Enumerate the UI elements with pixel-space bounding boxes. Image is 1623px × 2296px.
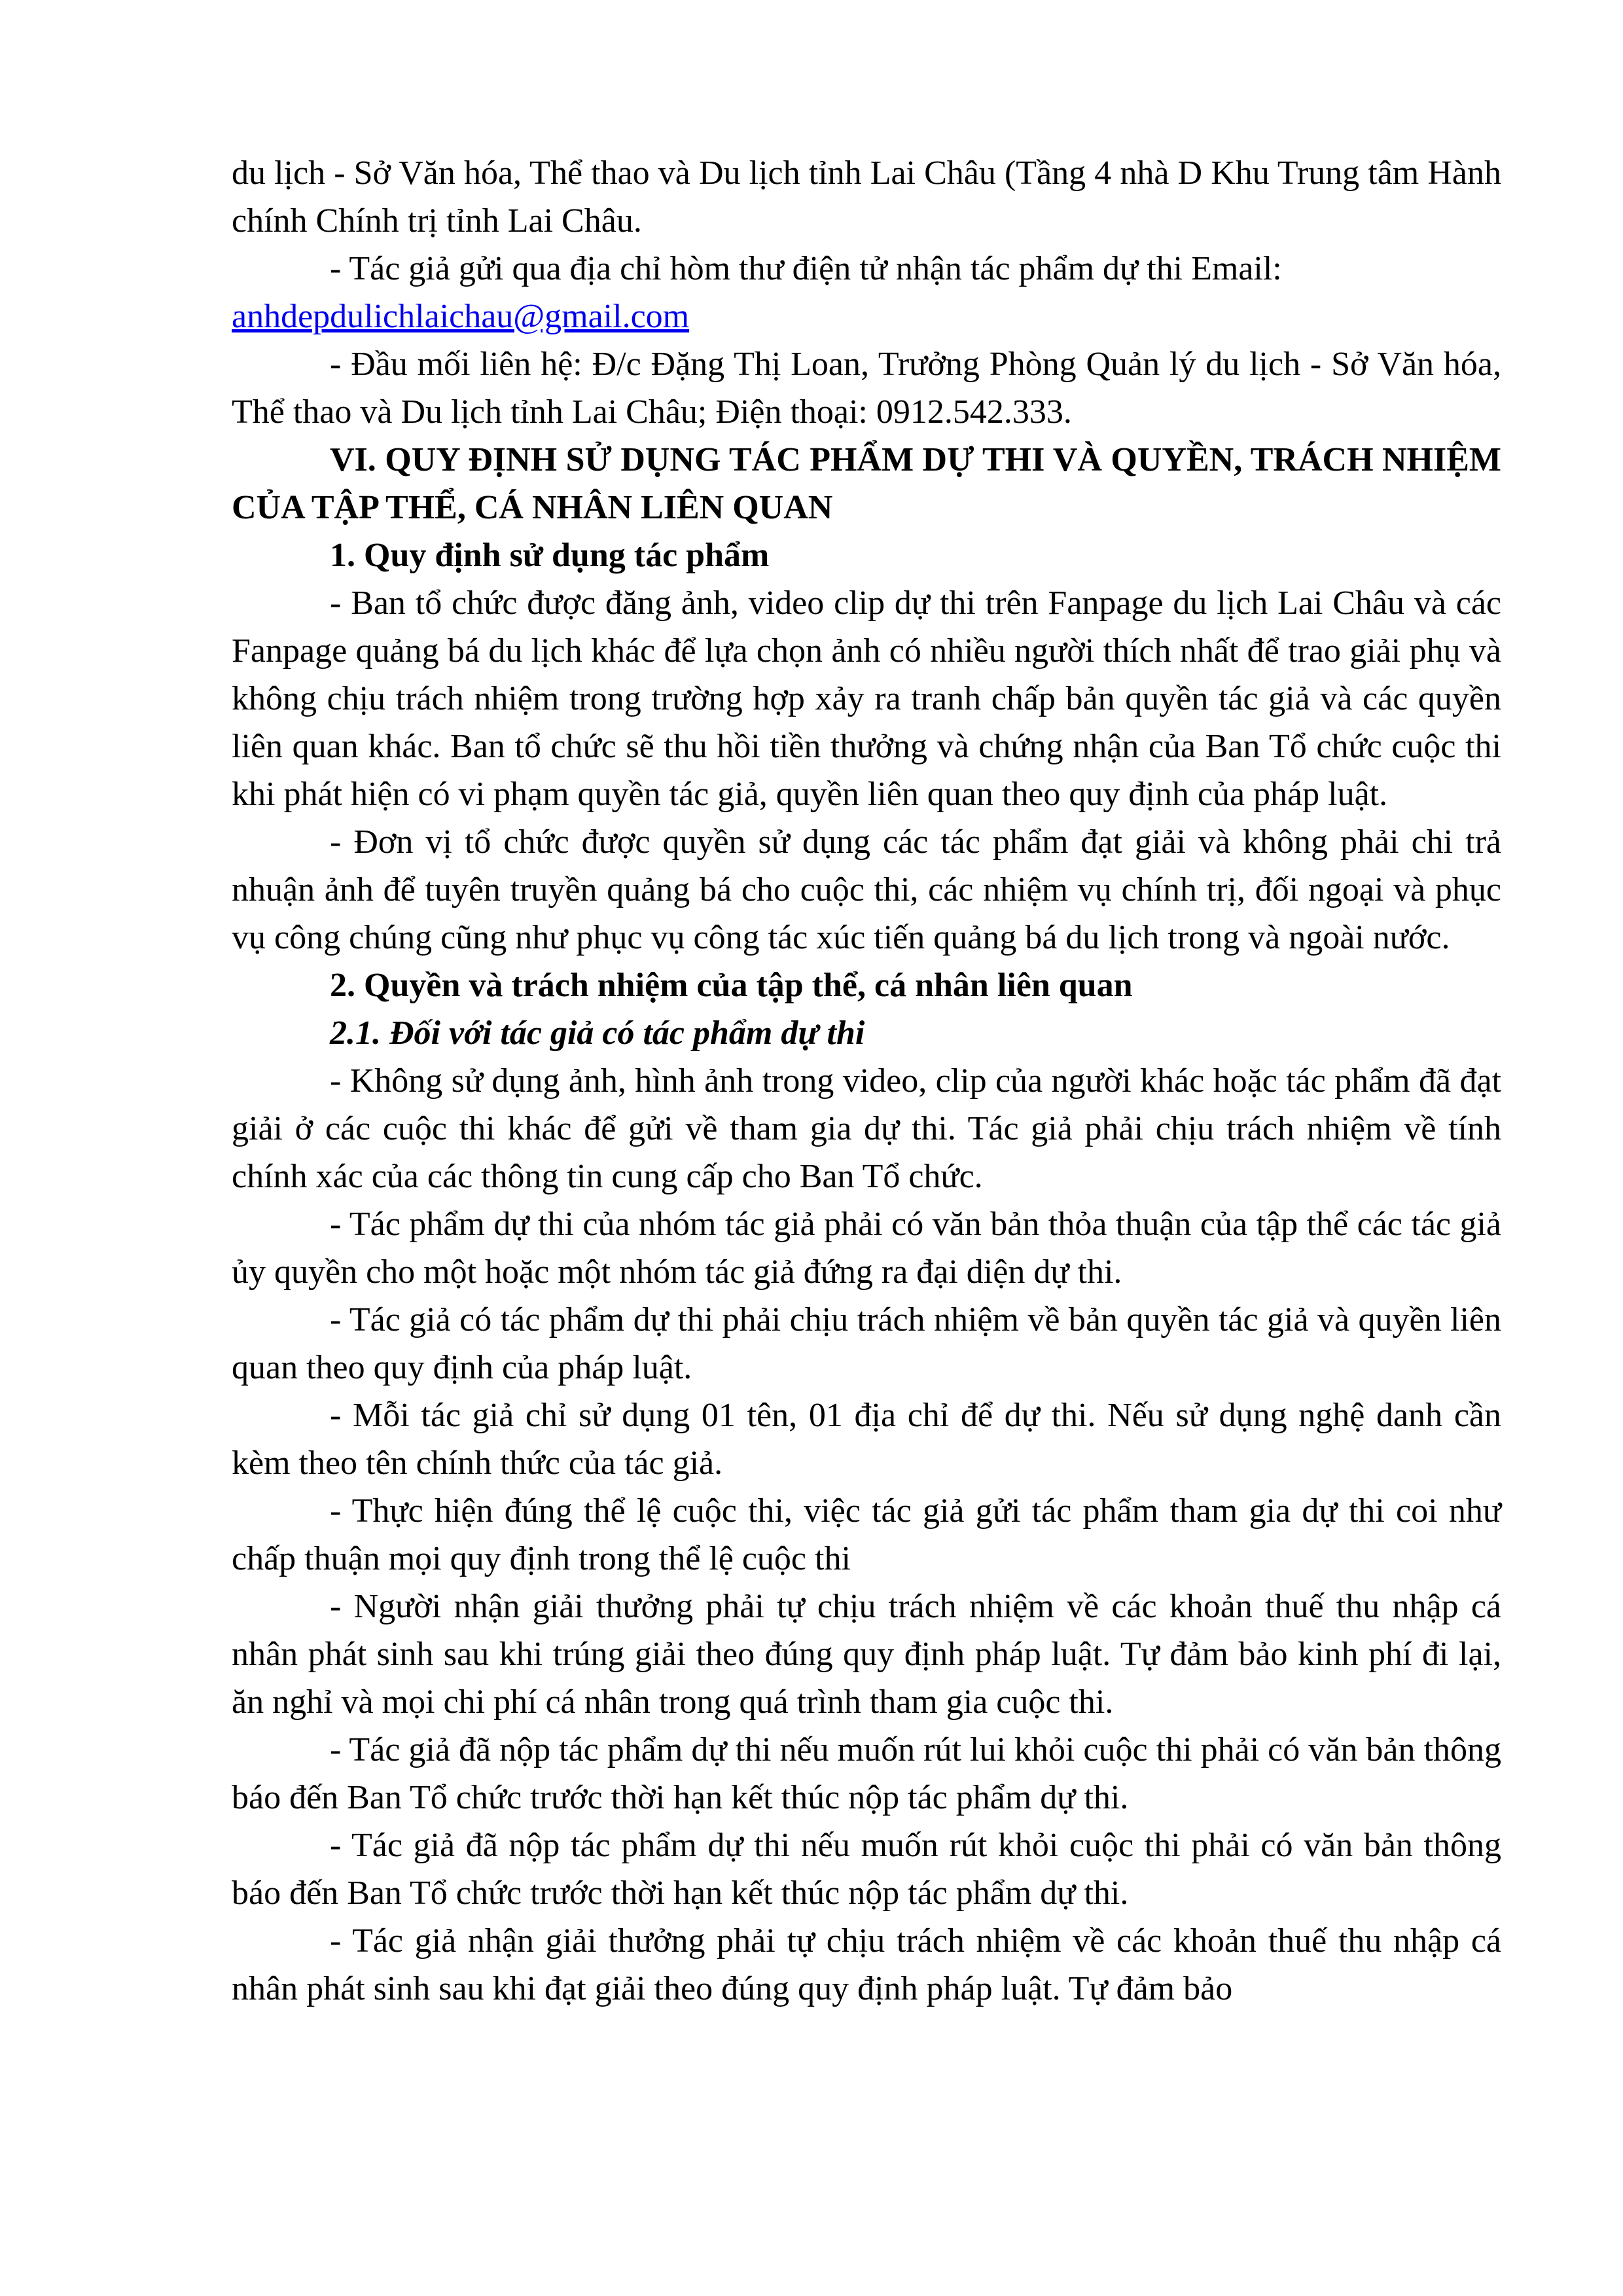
subsection-1-paragraph: - Ban tổ chức được đăng ảnh, video clip dự thi trên Fanpage du lịch Lai Châu và các Fanpage quảng bá du lịch khác để lựa chọn ảnh có nhiều người thích nhất để trao giải phụ và không chịu trách nhiệm trong trường hợp xảy ra tranh chấp bản quyền tác giả và các quyền liên quan khác. Ban tổ chức sẽ thu hồi tiền thưởng và chứng nhận của Ban Tổ chức cuộc thi khi phát hiện có vi phạm quyền tác giả, quyền liên quan theo quy định của pháp luật. xyxy=(232,584,1501,813)
author-rule-paragraph: - Mỗi tác giả chỉ sử dụng 01 tên, 01 địa chỉ để dự thi. Nếu sử dụng nghệ danh cần kèm theo tên chính thức của tác giả. xyxy=(232,1397,1501,1482)
email-link[interactable]: anhdepdulichlaichau@gmail.com xyxy=(232,298,690,335)
author-rule-paragraph: - Tác giả nhận giải thưởng phải tự chịu trách nhiệm về các khoản thuế thu nhập cá nhân phát sinh sau khi đạt giải theo đúng quy định pháp luật. Tự đảm bảo xyxy=(232,1922,1501,2007)
author-rule-paragraph: - Tác giả đã nộp tác phẩm dự thi nếu muốn rút lui khỏi cuộc thi phải có văn bản thông báo đến Ban Tổ chức trước thời hạn kết thúc nộp tác phẩm dự thi. xyxy=(232,1731,1501,1816)
subsection-1-title: 1. Quy định sử dụng tác phẩm xyxy=(330,537,770,574)
author-rule-paragraph: - Tác giả có tác phẩm dự thi phải chịu trách nhiệm về bản quyền tác giả và quyền liên quan theo quy định của pháp luật. xyxy=(232,1301,1501,1386)
author-rule-paragraph: - Người nhận giải thưởng phải tự chịu trách nhiệm về các khoản thuế thu nhập cá nhân phát sinh sau khi trúng giải theo đúng quy định pháp luật. Tự đảm bảo kinh phí đi lại, ăn nghỉ và mọi chi phí cá nhân trong quá trình tham gia cuộc thi. xyxy=(232,1588,1501,1721)
email-instruction-text: - Tác giả gửi qua địa chỉ hòm thư điện tử nhận tác phẩm dự thi Email: xyxy=(330,250,1282,287)
email-instruction xyxy=(232,245,1501,340)
document-page xyxy=(232,149,1501,2013)
contact-paragraph: - Đầu mối liên hệ: Đ/c Đặng Thị Loan, Trưởng Phòng Quản lý du lịch - Sở Văn hóa, Thể thao và Du lịch tỉnh Lai Châu; Điện thoại: 0912.542.333. xyxy=(232,346,1501,431)
subsection-2-1-title: 2.1. Đối với tác giả có tác phẩm dự thi xyxy=(330,1014,865,1052)
subsection-2-title: 2. Quyền và trách nhiệm của tập thể, cá nhân liên quan xyxy=(330,967,1133,1004)
author-rule-paragraph: - Thực hiện đúng thể lệ cuộc thi, việc tác giả gửi tác phẩm tham gia dự thi coi như chấp thuận mọi quy định trong thể lệ cuộc thi xyxy=(232,1492,1501,1577)
subsection-1-paragraph: - Đơn vị tổ chức được quyền sử dụng các tác phẩm đạt giải và không phải chi trả nhuận ảnh để tuyên truyền quảng bá cho cuộc thi, các nhiệm vụ chính trị, đối ngoại và phục vụ công chúng cũng như phục vụ công tác xúc tiến quảng bá du lịch trong và ngoài nước. xyxy=(232,823,1501,956)
author-rule-paragraph: - Không sử dụng ảnh, hình ảnh trong video, clip của người khác hoặc tác phẩm đã đạt giải ở các cuộc thi khác để gửi về tham gia dự thi. Tác giả phải chịu trách nhiệm về tính chính xác của các thông tin cung cấp cho Ban Tổ chức. xyxy=(232,1062,1501,1195)
author-rule-paragraph: - Tác giả đã nộp tác phẩm dự thi nếu muốn rút khỏi cuộc thi phải có văn bản thông báo đến Ban Tổ chức trước thời hạn kết thúc nộp tác phẩm dự thi. xyxy=(232,1827,1501,1912)
section-vi-title: VI. QUY ĐỊNH SỬ DỤNG TÁC PHẨM DỰ THI VÀ QUYỀN, TRÁCH NHIỆM CỦA TẬP THỂ, CÁ NHÂN LIÊN QUAN xyxy=(232,441,1501,526)
author-rule-paragraph: - Tác phẩm dự thi của nhóm tác giả phải có văn bản thỏa thuận của tập thể các tác giả ủy quyền cho một hoặc một nhóm tác giả đứng ra đại diện dự thi. xyxy=(232,1206,1501,1291)
intro-continuation: du lịch - Sở Văn hóa, Thể thao và Du lịch tỉnh Lai Châu (Tầng 4 nhà D Khu Trung tâm Hành chính Chính trị tỉnh Lai Châu. xyxy=(232,154,1501,240)
